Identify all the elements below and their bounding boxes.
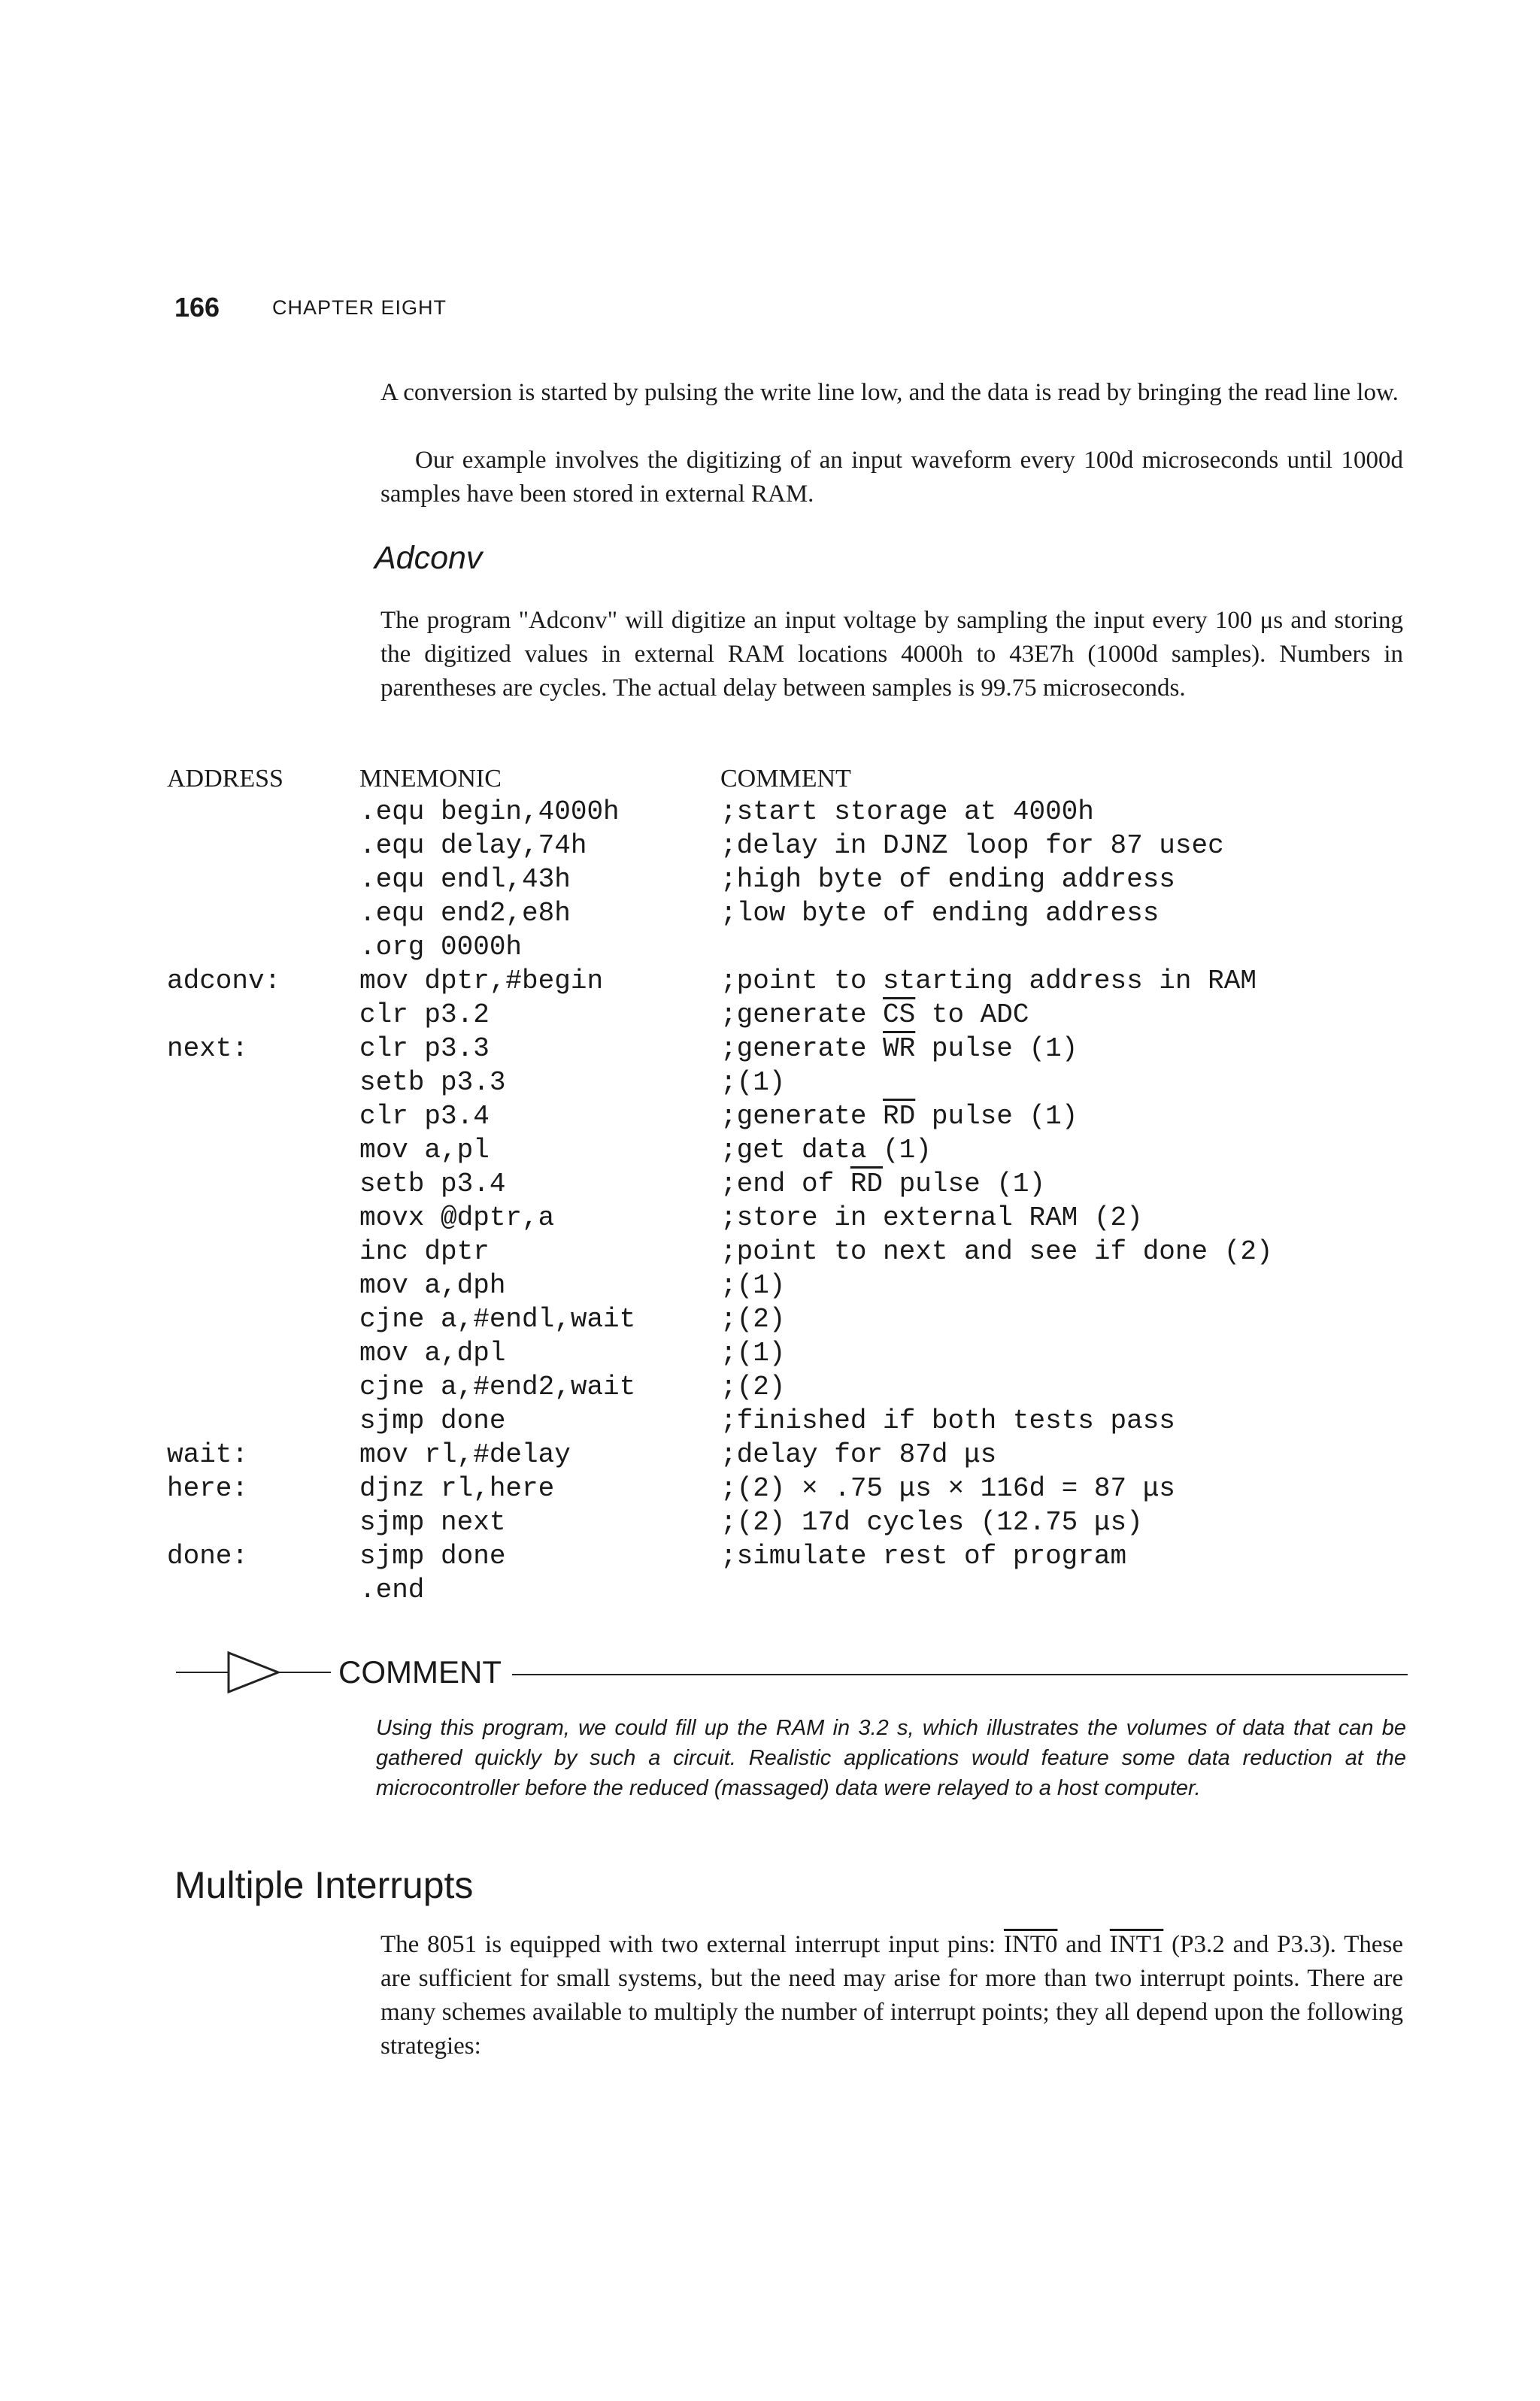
- code-mnemonic: cjne a,#end2,wait: [359, 1372, 636, 1402]
- code-comment: ;point to next and see if done (2): [720, 1236, 1273, 1267]
- active-low-signal: $\overline{RD}$: [850, 1169, 884, 1199]
- column-header-address: ADDRESS: [167, 765, 283, 793]
- chapter-title: CHAPTER EIGHT: [272, 296, 447, 319]
- code-comment: ;high byte of ending address: [720, 864, 1175, 895]
- code-address: [167, 1336, 280, 1370]
- code-comment-part: pulse (1): [915, 1033, 1078, 1064]
- code-address: [167, 862, 280, 896]
- code-comment: [720, 1573, 1273, 1607]
- code-comment: ;simulate rest of program: [720, 1541, 1127, 1572]
- subheading-adconv: Adconv: [374, 540, 483, 576]
- code-address: [167, 1099, 280, 1133]
- code-comment: ;get data (1): [720, 1135, 932, 1166]
- comment-rule: [512, 1674, 1408, 1675]
- code-mnemonic: clr p3.4: [359, 1101, 490, 1132]
- code-mnemonic: mov a,pl: [359, 1135, 490, 1166]
- address-column: [167, 795, 280, 1607]
- comment-column: [720, 795, 1273, 1607]
- code-comment: ;finished if both tests pass: [720, 1405, 1175, 1436]
- code-mnemonic: setb p3.4: [359, 1169, 506, 1199]
- code-mnemonic: .org 0000h: [359, 932, 523, 963]
- code-address: [167, 795, 280, 829]
- code-mnemonic: mov a,dpl: [359, 1338, 506, 1369]
- code-comment: ;delay for 87d μs: [720, 1439, 997, 1470]
- code-mnemonic: .equ endl,43h: [359, 864, 571, 895]
- code-comment: ;store in external RAM (2): [720, 1202, 1143, 1233]
- code-comment: ;delay in DJNZ loop for 87 usec: [720, 830, 1224, 861]
- code-address: [167, 930, 280, 964]
- code-address: done:: [167, 1541, 249, 1572]
- comment-text: Using this program, we could fill up the RAM in 3.2 s, which illustrates the volumes of data that can be gathered quickly by such a circuit. Realistic applications would feature some data reduction at the microcontroller before the reduced (massaged) data were relayed to a host computer.: [376, 1716, 1406, 1800]
- code-address: [167, 1235, 280, 1269]
- code-mnemonic: clr p3.2: [359, 999, 490, 1030]
- code-address: wait:: [167, 1439, 249, 1470]
- code-comment: ;point to starting address in RAM: [720, 966, 1257, 996]
- code-address: [167, 1269, 280, 1302]
- interrupts-text-a: The 8051 is equipped with two external interrupt input pins:: [380, 1931, 1004, 1958]
- code-comment: ;(1): [720, 1338, 786, 1369]
- code-comment: ;(2): [720, 1304, 786, 1335]
- comment-box: [174, 1648, 1408, 1696]
- code-mnemonic: clr p3.3: [359, 1033, 490, 1064]
- code-mnemonic: sjmp done: [359, 1405, 506, 1436]
- code-address: [167, 829, 280, 862]
- comment-title: COMMENT: [338, 1654, 502, 1690]
- code-address: next:: [167, 1033, 249, 1064]
- code-comment: ;(1): [720, 1067, 786, 1098]
- interrupts-text-b: (P3.2 and P3.3). These are sufficient for small systems, but the need may arise for more than two interrupt points. There are many schemes available to multiply the number of interrupt points; they all depend upon the following strategies:: [380, 1931, 1403, 2060]
- paragraph-example: Our example involves the digitizing of an input waveform every 100d microseconds until 1000d samples have been stored in external RAM.: [380, 447, 1403, 508]
- code-address: [167, 1505, 280, 1539]
- code-address: [167, 1404, 280, 1438]
- code-comment-part: pulse (1): [883, 1169, 1046, 1199]
- code-mnemonic: movx @dptr,a: [359, 1202, 555, 1233]
- code-address: [167, 1201, 280, 1235]
- code-comment: ;(1): [720, 1270, 786, 1301]
- code-address: adconv:: [167, 966, 281, 996]
- code-comment: [720, 998, 1273, 1032]
- active-low-signal: $\overline{WR}$: [883, 1033, 916, 1064]
- active-low-signal: $\overline{CS}$: [883, 999, 916, 1030]
- page-number: 166: [174, 292, 220, 323]
- code-comment-part: ;generate: [720, 999, 884, 1030]
- code-mnemonic: cjne a,#endl,wait: [359, 1304, 636, 1335]
- code-comment: ;(2): [720, 1372, 786, 1402]
- code-comment-part: to ADC: [915, 999, 1029, 1030]
- code-mnemonic: .equ begin,4000h: [359, 796, 620, 827]
- int1-pin: INT1: [1109, 1931, 1164, 1958]
- code-mnemonic: inc dptr: [359, 1236, 490, 1267]
- arrow-pointer-icon: [174, 1648, 332, 1696]
- code-comment: [720, 1099, 1273, 1133]
- code-address: [167, 896, 280, 930]
- active-low-signal: $\overline{RD}$: [883, 1101, 916, 1132]
- code-comment: ;low byte of ending address: [720, 898, 1160, 929]
- code-comment: [720, 1167, 1273, 1201]
- mnemonic-column: [359, 795, 635, 1607]
- column-header-comment: COMMENT: [720, 765, 851, 793]
- code-address: [167, 998, 280, 1032]
- code-comment: ;start storage at 4000h: [720, 796, 1094, 827]
- column-header-mnemonic: MNEMONIC: [359, 765, 502, 793]
- code-comment-part: ;end of: [720, 1169, 850, 1199]
- code-comment: ;(2) 17d cycles (12.75 μs): [720, 1507, 1143, 1538]
- code-mnemonic: .end: [359, 1575, 425, 1605]
- paragraph-adconv-description: The program "Adconv" will digitize an input voltage by sampling the input every 100 μs and storing the digitized values in external RAM locations 4000h to 43E7h (1000d samples). Numbers in parentheses are cycles. The actual delay between samples is 99.75 microseconds.: [380, 607, 1403, 702]
- code-address: [167, 1167, 280, 1201]
- code-mnemonic: .equ delay,74h: [359, 830, 587, 861]
- code-mnemonic: sjmp done: [359, 1541, 506, 1572]
- paragraph-interrupts: [380, 1928, 1403, 2063]
- code-mnemonic: sjmp next: [359, 1507, 506, 1538]
- code-comment: ;(2) × .75 μs × 116d = 87 μs: [720, 1473, 1175, 1504]
- code-mnemonic: mov rl,#delay: [359, 1439, 571, 1470]
- code-address: here:: [167, 1473, 249, 1504]
- code-comment: [720, 1032, 1273, 1066]
- code-mnemonic: setb p3.3: [359, 1067, 506, 1098]
- code-comment-part: ;generate: [720, 1033, 884, 1064]
- code-mnemonic: djnz rl,here: [359, 1473, 555, 1504]
- code-comment-part: pulse (1): [915, 1101, 1078, 1132]
- code-comment: [720, 930, 1273, 964]
- code-address: [167, 1573, 280, 1607]
- int0-pin: INT0: [1003, 1931, 1058, 1958]
- code-comment-part: ;generate: [720, 1101, 884, 1132]
- code-address: [167, 1066, 280, 1099]
- code-mnemonic: mov a,dph: [359, 1270, 506, 1301]
- interrupts-text-and: and: [1057, 1931, 1110, 1958]
- section-heading: Multiple Interrupts: [174, 1864, 474, 1906]
- code-address: [167, 1370, 280, 1404]
- code-mnemonic: .equ end2,e8h: [359, 898, 571, 929]
- code-address: [167, 1302, 280, 1336]
- paragraph-conversion: A conversion is started by pulsing the write line low, and the data is read by bringing the read line low.: [380, 379, 1399, 406]
- code-address: [167, 1133, 280, 1167]
- code-mnemonic: mov dptr,#begin: [359, 966, 604, 996]
